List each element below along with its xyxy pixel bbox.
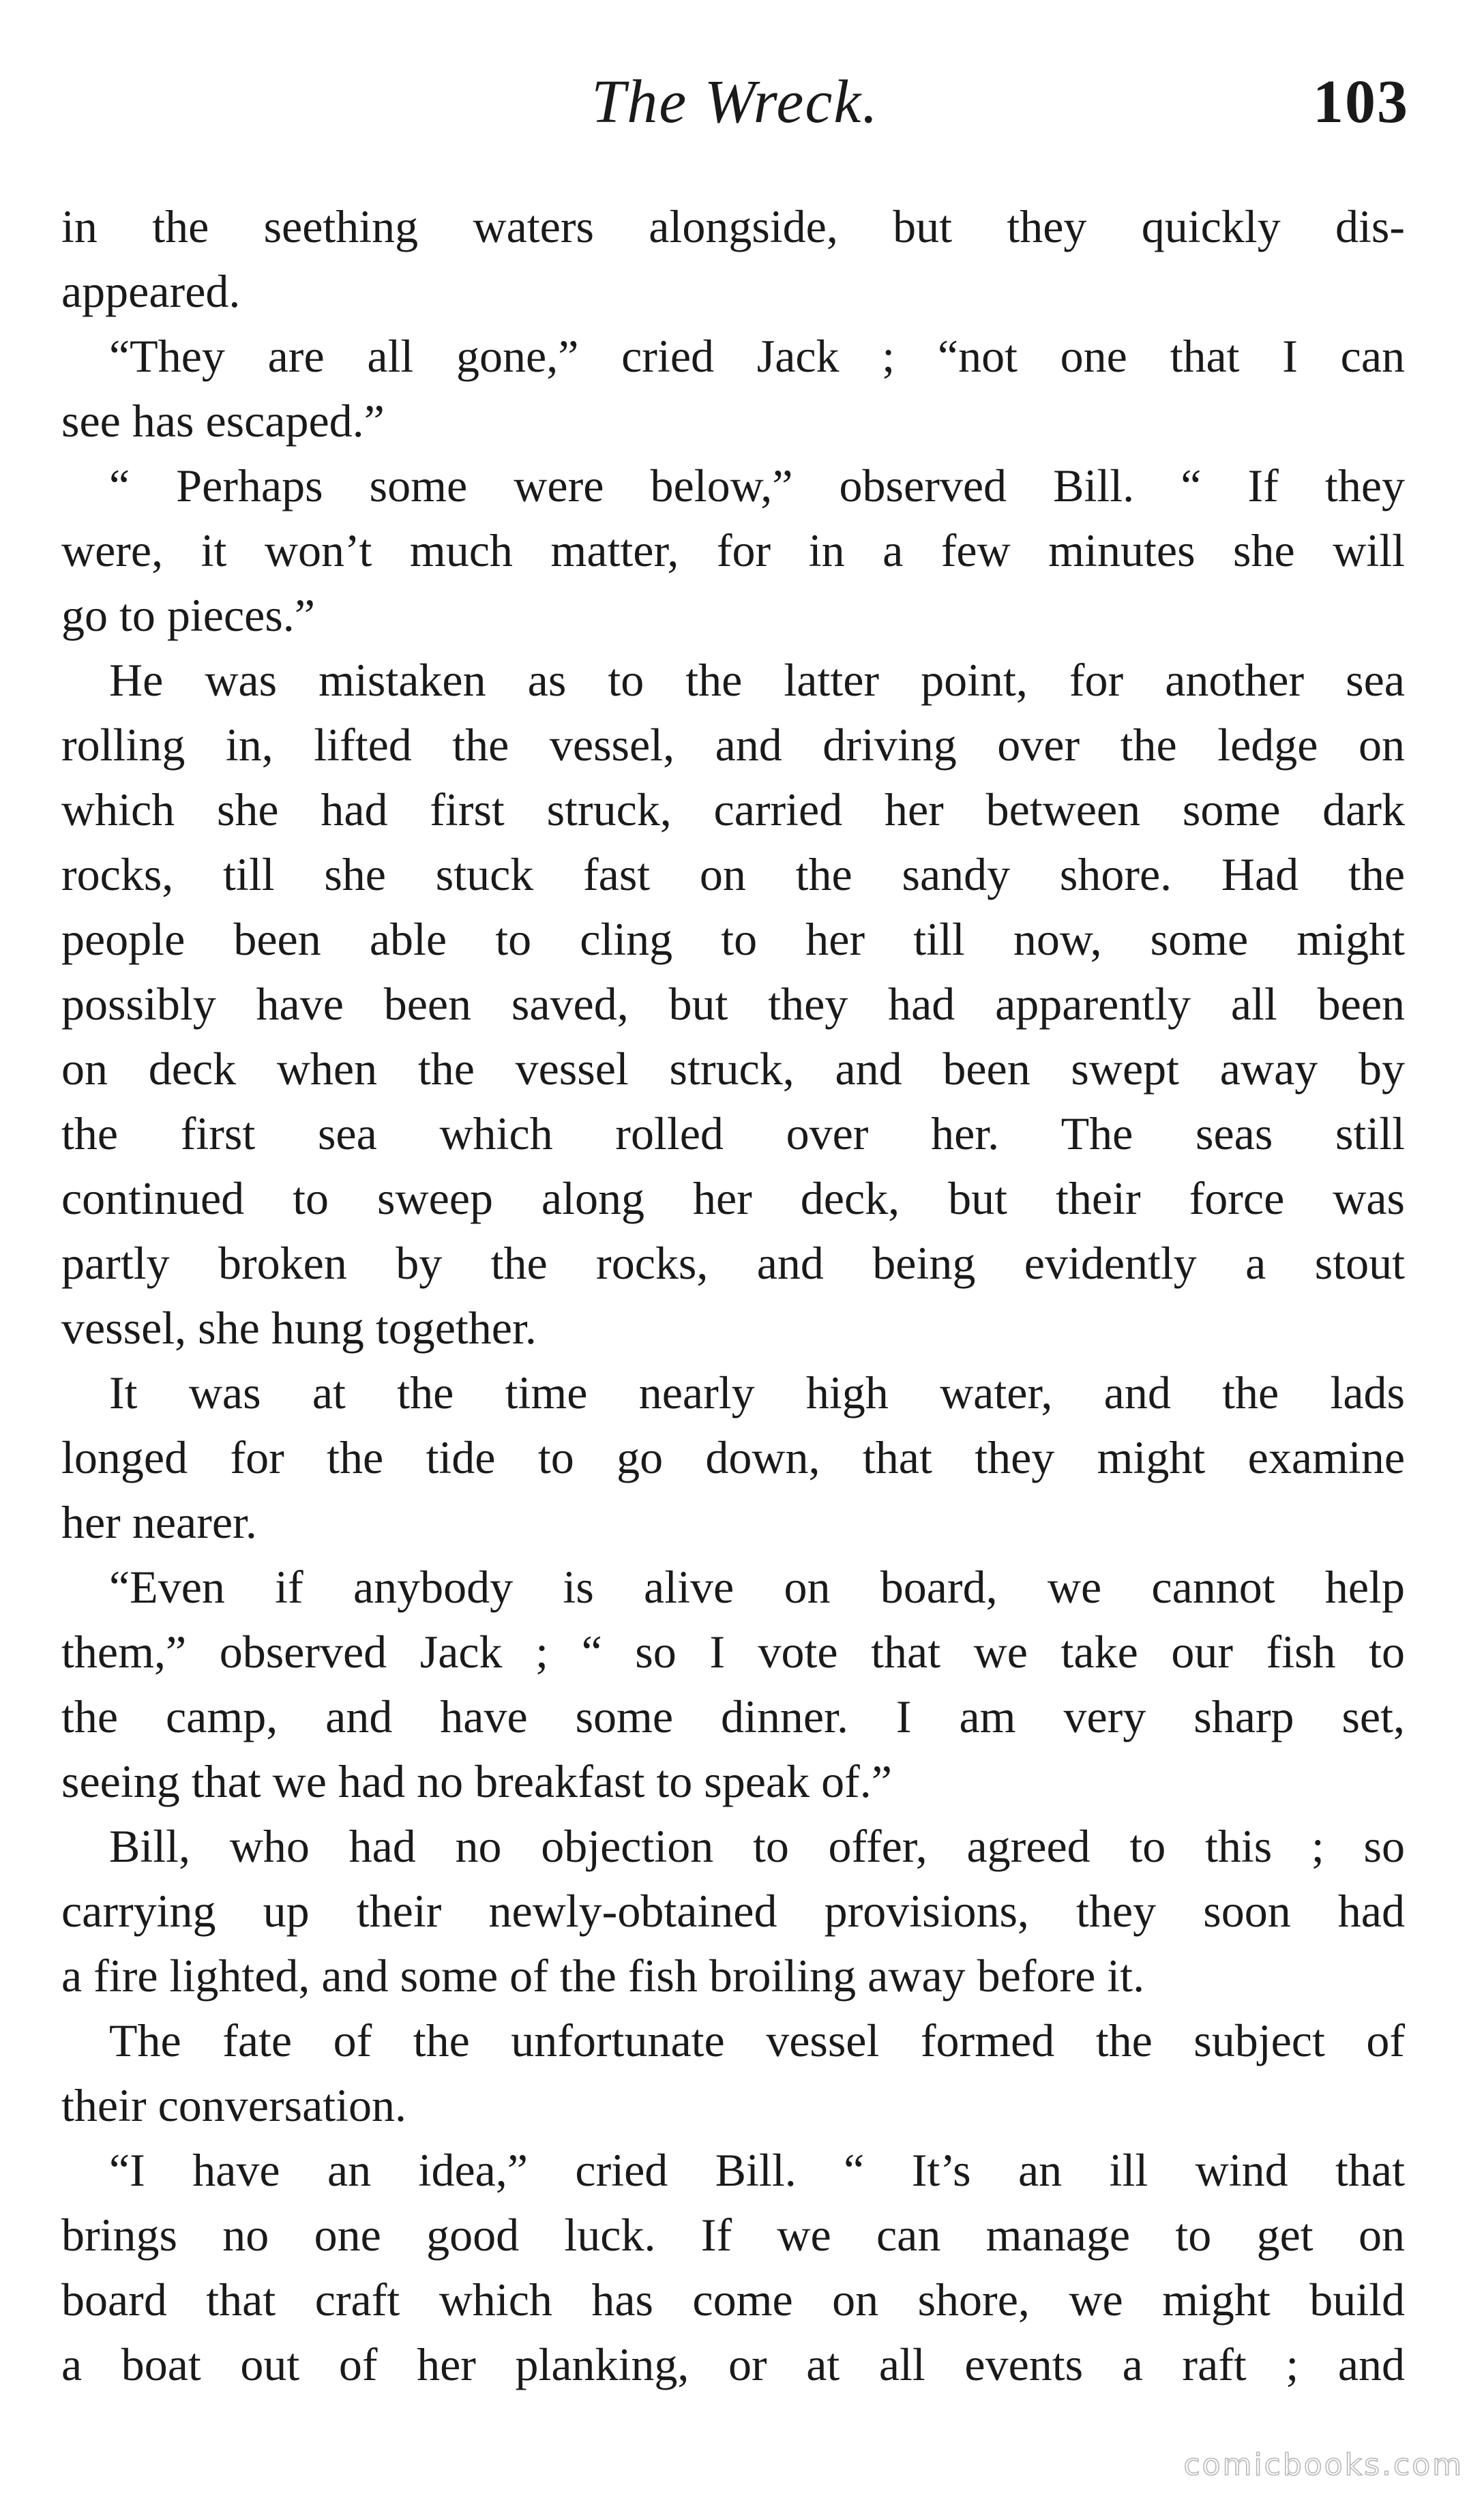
text-line: appeared. xyxy=(61,265,241,317)
text-line: a boat out of her planking, or at all events a raft ; and xyxy=(61,2338,1405,2390)
text-line: go to pieces.” xyxy=(61,589,315,641)
text-line: continued to sweep along her deck, but their force was xyxy=(61,1172,1405,1224)
text-line: Bill, who had no objection to offer, agreed to this ; so xyxy=(109,1820,1405,1872)
text-line: the first sea which rolled over her. The seas still xyxy=(61,1108,1405,1159)
text-line: which she had first struck, carried her between some dark xyxy=(61,784,1405,835)
text-line: see has escaped.” xyxy=(61,395,385,447)
text-line: It was at the time nearly high water, and the lads xyxy=(109,1367,1405,1418)
text-line: brings no one good luck. If we can manage to get on xyxy=(61,2209,1405,2261)
text-line: “Even if anybody is alive on board, we cannot help xyxy=(109,1561,1405,1613)
text-line: them,” observed Jack ; “ so I vote that we take our fish to xyxy=(61,1626,1405,1678)
text-line: people been able to cling to her till now, some might xyxy=(61,913,1405,965)
text-line: rolling in, lifted the vessel, and driving over the ledge on xyxy=(61,719,1405,771)
text-line: “They are all gone,” cried Jack ; “not one that I can xyxy=(109,330,1405,382)
text-line: He was mistaken as to the latter point, for another sea xyxy=(109,654,1405,706)
text-line: in the seething waters alongside, but they quickly dis- xyxy=(61,200,1405,252)
text-line: longed for the tide to go down, that they might examine xyxy=(61,1431,1405,1483)
text-line: board that craft which has come on shore, we might build xyxy=(61,2274,1405,2326)
text-line: her nearer. xyxy=(61,1496,257,1548)
text-line: rocks, till she stuck fast on the sandy shore. Had the xyxy=(61,848,1405,900)
text-line: were, it won’t much matter, for in a few minutes she will xyxy=(61,524,1405,576)
text-line: carrying up their newly-obtained provisions, they soon had xyxy=(61,1885,1405,1937)
text-line: “ Perhaps some were below,” observed Bill. “ If they xyxy=(109,460,1405,511)
text-line: a fire lighted, and some of the fish broiling away before it. xyxy=(61,1950,1145,2002)
text-line: the camp, and have some dinner. I am very sharp set, xyxy=(61,1691,1405,1742)
running-title: The Wreck. xyxy=(591,68,879,136)
text-line: vessel, she hung together. xyxy=(61,1302,537,1354)
watermark: comicbooks.com xyxy=(1183,2448,1464,2482)
text-line: seeing that we had no breakfast to speak of.” xyxy=(61,1755,892,1807)
page-number: 103 xyxy=(1313,68,1409,136)
body-text xyxy=(61,194,1405,2397)
text-line: The fate of the unfortunate vessel formed the subject of xyxy=(109,2015,1405,2066)
text-line: possibly have been saved, but they had apparently all been xyxy=(61,978,1405,1030)
text-line: their conversation. xyxy=(61,2079,407,2131)
running-head xyxy=(61,61,1409,150)
text-line: “I have an idea,” cried Bill. “ It’s an ill wind that xyxy=(109,2144,1405,2196)
text-line: on deck when the vessel struck, and been swept away by xyxy=(61,1043,1405,1095)
text-line: partly broken by the rocks, and being evidently a stout xyxy=(61,1237,1405,1289)
